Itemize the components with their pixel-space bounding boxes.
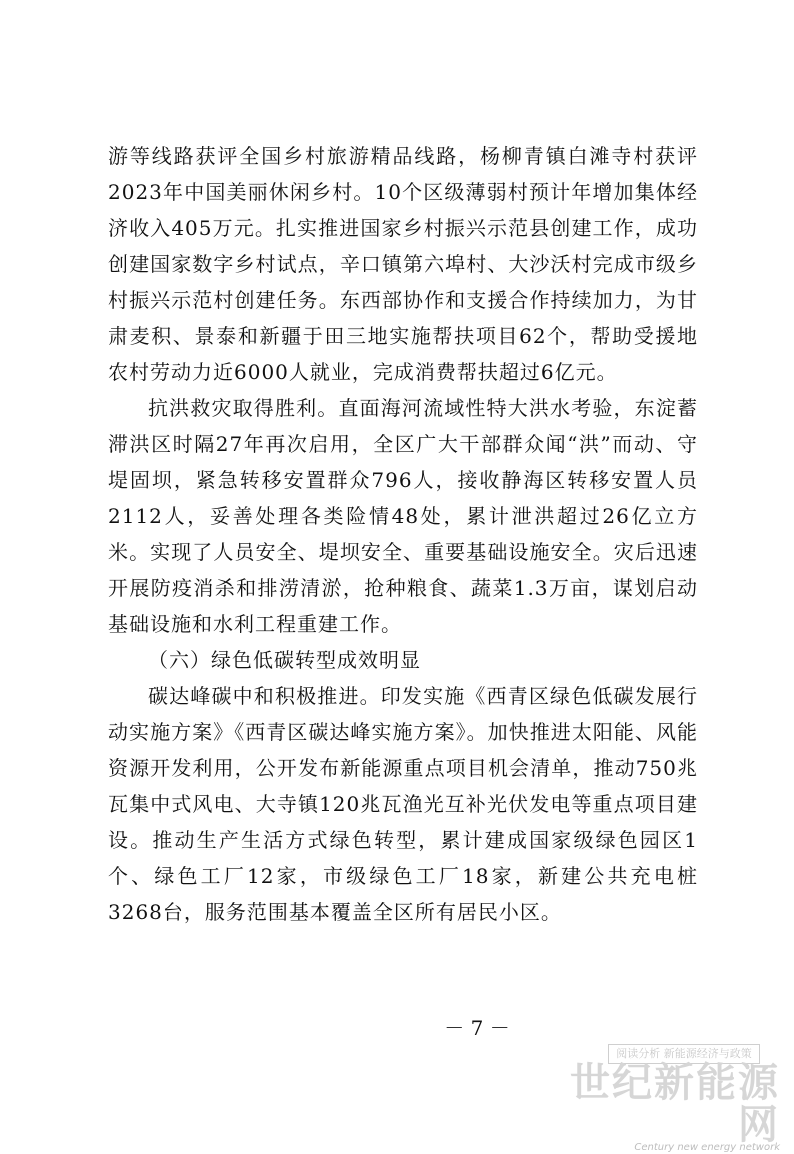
section-heading-green-transition: （六）绿色低碳转型成效明显 <box>148 648 421 672</box>
body-text <box>108 138 698 930</box>
watermark-logo-english: Century new energy network <box>634 1142 780 1153</box>
watermark-logo <box>560 1059 780 1153</box>
paragraph-rural-revitalization: 游等线路获评全国乡村旅游精品线路，杨柳青镇白滩寺村获评2023年中国美丽休闲乡村。10个区级薄弱村预计年增加集体经济收入405万元。扎实推进国家乡村振兴示范县创建工作，成功创建国家数字乡村试点，辛口镇第六埠村、大沙沃村完成市级乡村振兴示范村创建任务。东西部协作和支援合作持续加力，为甘肃麦积、景泰和新疆于田三地实施帮扶项目62个，帮助受援地农村劳动力近6000人就业，完成消费帮扶超过6亿元。 <box>108 144 698 384</box>
watermark-caption: 阅读分析 新能源经济与政策 <box>608 1044 760 1064</box>
paragraph-carbon-neutrality: 碳达峰碳中和积极推进。印发实施《西青区绿色低碳发展行动实施方案》《西青区碳达峰实施方案》。加快推进太阳能、风能资源开发利用，公开发布新能源重点项目机会清单，推动750兆瓦集中式风电、大寺镇120兆瓦渔光互补光伏发电等重点项目建设。推动生产生活方式绿色转型，累计建成国家级绿色园区1个、绿色工厂12家，市级绿色工厂18家，新建公共充电桩3268台，服务范围基本覆盖全区所有居民小区。 <box>108 684 698 924</box>
page-number: － 7 － <box>444 1016 510 1040</box>
watermark-logo-chinese: 世纪新能源网 <box>570 1059 780 1148</box>
paragraph-flood-relief: 抗洪救灾取得胜利。直面海河流域性特大洪水考验，东淀蓄滞洪区时隔27年再次启用，全区广大干部群众闻“洪”而动、守堤固坝，紧急转移安置群众796人，接收静海区转移安置人员2112人，妥善处理各类险情48处，累计泄洪超过26亿立方米。实现了人员安全、堤坝安全、重要基础设施安全。灾后迅速开展防疫消杀和排涝清淤，抢种粮食、蔬菜1.3万亩，谋划启动基础设施和水利工程重建工作。 <box>108 396 698 636</box>
